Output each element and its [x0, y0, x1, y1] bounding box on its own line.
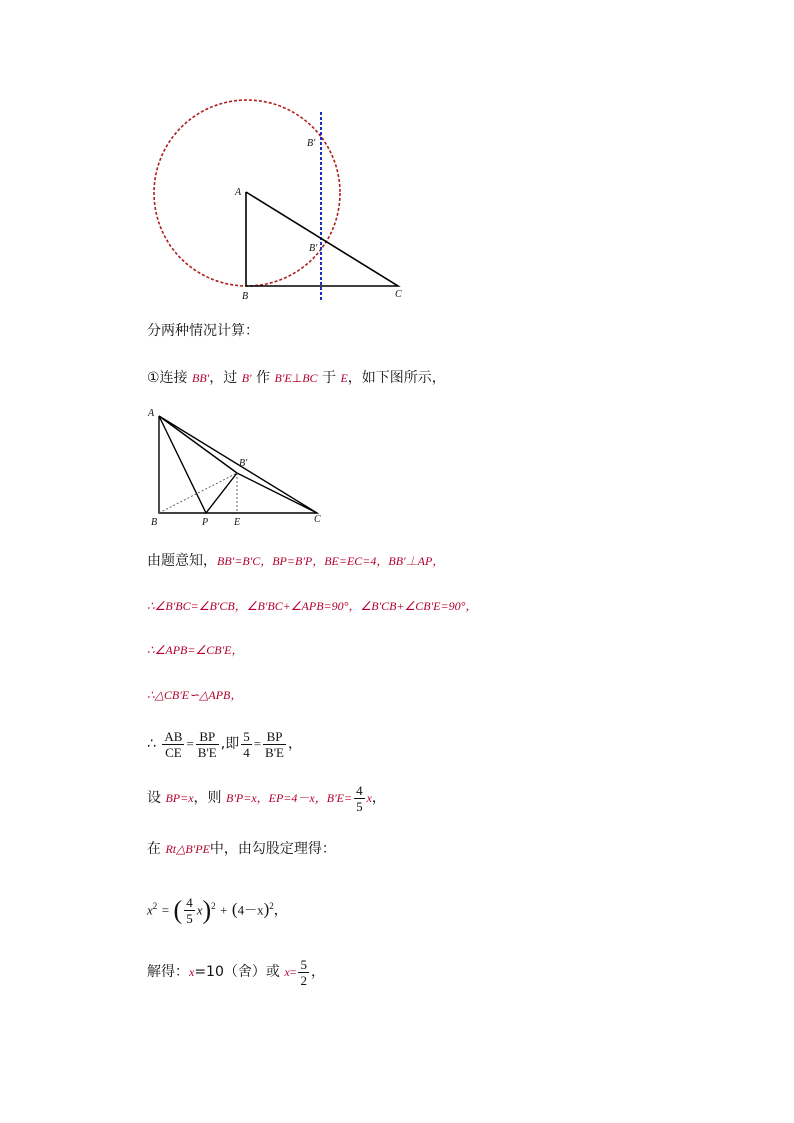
case1-line [147, 368, 446, 388]
frac-den: 2 [300, 972, 307, 988]
rt-line [147, 839, 336, 859]
angles2-line [147, 640, 243, 660]
solve-b: x [189, 965, 195, 979]
let-c: ，则 [193, 790, 226, 806]
right-paren-icon: ) [202, 895, 212, 925]
label2-c: C [314, 514, 321, 525]
known-a: 由题意知， [147, 553, 217, 569]
let-d: B'P=x，EP=4－x，B'E= [226, 791, 353, 805]
ratio-end: ， [288, 736, 303, 752]
solve-d: x [284, 965, 290, 979]
fraction-5-2 [298, 957, 309, 988]
label-a: A [235, 187, 242, 198]
ratio-therefore: ∴ [147, 736, 156, 752]
let-f: ， [371, 790, 386, 806]
solve-e: = [289, 965, 297, 979]
frac-num: BP [263, 729, 286, 745]
case1-k: ，如下图所示， [347, 370, 446, 386]
eq-x: x [147, 902, 153, 918]
label-c: C [395, 289, 402, 300]
case1-c: ，过 [209, 370, 242, 386]
fraction-bp-be [196, 729, 219, 760]
angles1-line [147, 596, 477, 616]
ratio-eq1: = [186, 736, 194, 751]
rt-a: 在 [147, 841, 166, 857]
solve-a: 解得： [147, 964, 189, 980]
label2-a: A [148, 408, 155, 419]
label-b-prime-mid: B' [309, 243, 318, 254]
equation-line [147, 886, 288, 931]
let-e: x [366, 791, 372, 805]
figure-fold-triangle [140, 400, 340, 535]
segment-bb-prime-dotted [159, 473, 237, 513]
figure-circle-triangle [140, 95, 420, 310]
label2-b: B [151, 517, 158, 528]
ratio-ji: ,即 [220, 736, 240, 752]
frac-num: BP [196, 729, 219, 745]
frac-num: 4 [186, 895, 193, 911]
case1-e: 作 [251, 370, 275, 386]
case1-j: E [340, 371, 348, 385]
fraction-ab-ce [162, 729, 184, 760]
case1-g: ⊥ [291, 371, 303, 385]
fraction-4-5-eq [184, 895, 195, 926]
known-b: BB'=B'C，BP=B'P，BE=EC=4，BB'⊥AP， [217, 554, 445, 568]
angles2-text: ∴∠APB=∠CB'E， [147, 643, 244, 657]
frac-num: 4 [356, 782, 363, 798]
angles1-text: ∴∠B'BC=∠B'CB，∠B'BC+∠APB=90°，∠B'CB+∠CB'E=90°， [147, 599, 478, 613]
ratio-eq2: = [253, 736, 262, 751]
frac-num: 5 [300, 956, 307, 972]
ratio-line [147, 728, 302, 760]
similar-line [147, 685, 242, 705]
eq-sq: 2 [152, 901, 158, 911]
case1-f: B'E [274, 371, 292, 385]
segment-b-prime-c [237, 473, 317, 513]
fraction-5-4 [241, 729, 252, 760]
frac-den: B'E [265, 744, 285, 760]
frac-den: 5 [356, 798, 363, 814]
segment-pb-prime [206, 473, 237, 513]
eq-inner: 4－x [237, 902, 264, 918]
triangle-abc [246, 192, 398, 286]
let-line [147, 782, 386, 814]
label-b: B [242, 291, 249, 302]
left-paren-icon: ( [173, 895, 183, 925]
label2-p: P [202, 517, 209, 528]
fraction-bp-be-2 [263, 729, 286, 760]
frac-num: AB [164, 728, 183, 744]
segment-ab-prime [159, 416, 237, 473]
eq-plus: + [220, 902, 228, 918]
case1-i: 于 [317, 370, 341, 386]
eq-sq3: 2 [269, 901, 274, 911]
eq-sq2: 2 [211, 901, 216, 911]
label-b-prime-top: B' [307, 138, 316, 149]
rt-c: 中，由勾股定理得： [209, 841, 336, 857]
right-paren-small-icon: ) [263, 899, 270, 919]
left-paren-small-icon: ( [231, 899, 238, 919]
let-a: 设 [147, 790, 166, 806]
solve-line [147, 956, 325, 988]
case1-a: ①连接 [147, 370, 193, 386]
case1-d: B' [241, 371, 252, 385]
case1-h: BC [302, 371, 318, 385]
solve-f: ， [310, 964, 325, 980]
label2-b-prime: B' [239, 458, 248, 469]
frac-den: CE [165, 744, 182, 760]
similar-text: ∴△CB'E∽△APB， [147, 688, 243, 702]
eq-x2: x [196, 902, 203, 918]
two-cases-text: 分两种情况计算： [147, 323, 259, 339]
let-b: BP=x [165, 791, 194, 805]
frac-den: 5 [186, 911, 193, 927]
fraction-4-5 [354, 783, 365, 814]
case1-b: BB' [192, 371, 210, 385]
frac-den: B'E [197, 744, 217, 760]
rt-b: Rt△B'PE [165, 842, 210, 856]
eq-equals: = [161, 902, 170, 918]
eq-end: ， [273, 902, 288, 919]
label2-e: E [234, 517, 241, 528]
solve-c: =10（舍）或 [194, 964, 285, 980]
frac-den: 4 [243, 744, 250, 760]
frac-num: 5 [243, 728, 250, 744]
known-line [147, 551, 444, 571]
